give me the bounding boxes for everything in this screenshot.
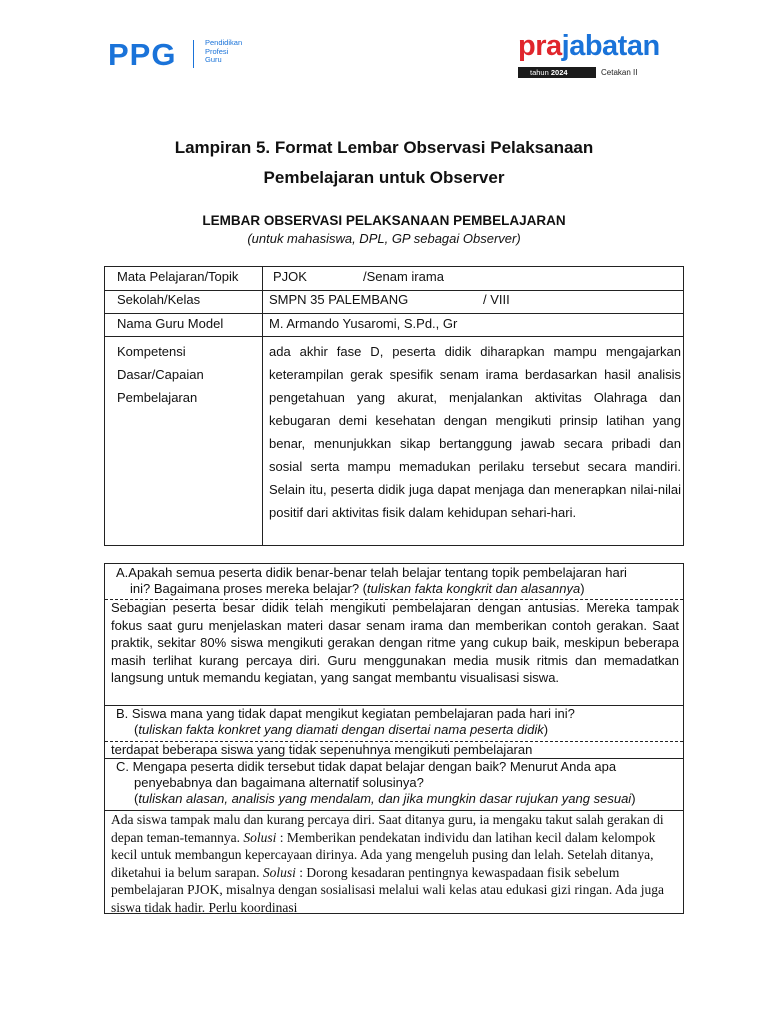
ppg-sub-line: Pendidikan <box>205 38 243 47</box>
question-b-close: ) <box>543 722 549 737</box>
answer-c[interactable] <box>111 811 679 916</box>
ppg-sub-line: Guru <box>205 55 222 64</box>
answer-c-solusi1: Solusi <box>243 829 277 845</box>
question-c-open: ( <box>134 791 139 806</box>
question-a-close: ) <box>580 581 585 596</box>
answer-c-solusi2: Solusi <box>262 864 296 880</box>
sekolah-value: SMPN 35 PALEMBANG <box>269 292 409 307</box>
mapel-label: Mata Pelajaran/Topik <box>117 269 239 284</box>
badge-prefix: tahun <box>530 68 549 77</box>
row-divider <box>105 336 683 337</box>
question-a-line1: A.Apakah semua peserta didik benar-benar telah belajar tentang topik pembelajaran hari <box>116 565 627 580</box>
year-badge <box>518 67 596 78</box>
kd-label-line: Pembelajaran <box>117 390 198 405</box>
question-b-hint: tuliskan fakta konkret yang diamati dengan disertai nama peserta didik <box>138 722 544 737</box>
answer-a[interactable]: Sebagian peserta besar didik telah mengikuti pembelajaran dengan antusias. Mereka tampak fokus saat guru menjelaskan materi dasar senam irama dan memberikan contoh gerakan. Saat praktik, sekitar 80% siswa mengikuti gerakan dengan ritme yang cukup baik, meskipun beberapa masih terlihat kurang percaya diri. Guru menggunakan media musik ritmis dan memadatkan langsung untuk memandu kegiatan, yang sangat membantu visualisasi siswa. <box>111 600 679 685</box>
logo-part-red: pra <box>518 30 562 62</box>
question-c <box>116 759 681 807</box>
kd-label-line: Dasar/Capaian <box>117 367 204 382</box>
question-b <box>116 706 681 738</box>
guru-label: Nama Guru Model <box>117 316 224 331</box>
answer-c-part3: : Dorong kesadaran pentingnya kewaspadaan fisik sebelum pembelajaran PJOK, misalnya dengan sosialisasi melalui wali kelas atau edukasi gizi ringan. Ada juga siswa tidak hadir. Perlu koordinasi <box>111 864 664 915</box>
logo-divider <box>193 40 194 68</box>
row-divider <box>105 290 683 291</box>
row-divider <box>105 313 683 314</box>
kd-label-line: Kompetensi <box>117 344 186 359</box>
guru-value: M. Armando Yusaromi, S.Pd., Gr <box>269 316 458 331</box>
question-b-line2 <box>116 722 681 738</box>
logo-part-blue: jabatan <box>561 30 660 62</box>
kelas-value: / VIII <box>483 292 510 307</box>
badge-year: 2024 <box>550 68 568 77</box>
question-a <box>116 565 681 597</box>
form-subtitle: (untuk mahasiswa, DPL, GP sebagai Observer) <box>247 231 521 246</box>
question-c-line3 <box>116 791 681 807</box>
question-a-line2 <box>116 581 681 597</box>
column-divider <box>262 267 263 545</box>
question-a-hint: tuliskan fakta kongkrit dan alasannya <box>367 581 581 596</box>
question-c-close: ) <box>631 791 636 806</box>
page-title-line1: Lampiran 5. Format Lembar Observasi Pelaksanaan <box>174 138 594 157</box>
kd-label <box>117 340 204 409</box>
ppg-logo-subtitle <box>205 39 242 65</box>
question-c-line1: C. Mengapa peserta didik tersebut tidak dapat belajar dengan baik? Menurut Anda apa <box>116 759 617 774</box>
prajabatan-logo <box>518 30 660 63</box>
form-title: LEMBAR OBSERVASI PELAKSANAAN PEMBELAJARAN <box>202 213 566 228</box>
question-c-line2: penyebabnya dan bagaimana alternatif solusinya? <box>134 775 424 790</box>
question-b-line1: B. Siswa mana yang tidak dapat mengikut kegiatan pembelajaran pada hari ini? <box>116 706 575 721</box>
info-table <box>104 266 684 546</box>
page-title-line2: Pembelajaran untuk Observer <box>263 168 505 187</box>
question-c-hint: tuliskan alasan, analisis yang mendalam, dan jika mungkin dasar rujukan yang sesuai <box>138 791 632 806</box>
observation-table <box>104 563 684 914</box>
page-header <box>0 0 768 100</box>
question-b-open: ( <box>134 722 139 737</box>
topik-value: /Senam irama <box>363 269 444 284</box>
mapel-value: PJOK <box>273 269 307 284</box>
kd-value: ada akhir fase D, peserta didik diharapkan mampu mengajarkan keterampilan gerak spesifik senam irama berdasarkan hasil analisis pengetahuan yang akurat, menjalankan aktivitas Olahraga dan kebugaran demi kesehatan dengan mengikuti prinsip latihan yang benar, menunjukkan sikap bertanggung jawab secara pribadi dan sosial serta mampu memadukan perilaku tersebut secara mandiri. Selain itu, peserta didik juga dapat menjaga dan menerapkan nilai-nilai positif dari aktivitas fisik dalam kehidupan sehari-hari. <box>269 344 681 520</box>
answer-c-part2: : Memberikan pendekatan individu dan latihan kecil dalam kelompok kecil untuk membangun kepercayaan dirinya. Ada yang mengeluh pusing dan lelah. Setelah ditanya, diketahui ia belum sarapan. <box>111 829 656 880</box>
ppg-sub-line: Profesi <box>205 46 229 56</box>
question-a-text: ini? Bagaimana proses mereka belajar? ( <box>130 581 368 596</box>
answer-c-part1: Ada siswa tampak malu dan kurang percaya diri. Saat ditanya guru, ia mengaku takut salah gerakan di depan teman-temannya. <box>111 812 664 845</box>
sekolah-label: Sekolah/Kelas <box>117 292 201 307</box>
edition-label: Cetakan II <box>601 68 638 77</box>
answer-b[interactable]: terdapat beberapa siswa yang tidak sepenuhnya mengikuti pembelajaran <box>111 742 533 757</box>
ppg-logo: PPG <box>108 37 177 72</box>
